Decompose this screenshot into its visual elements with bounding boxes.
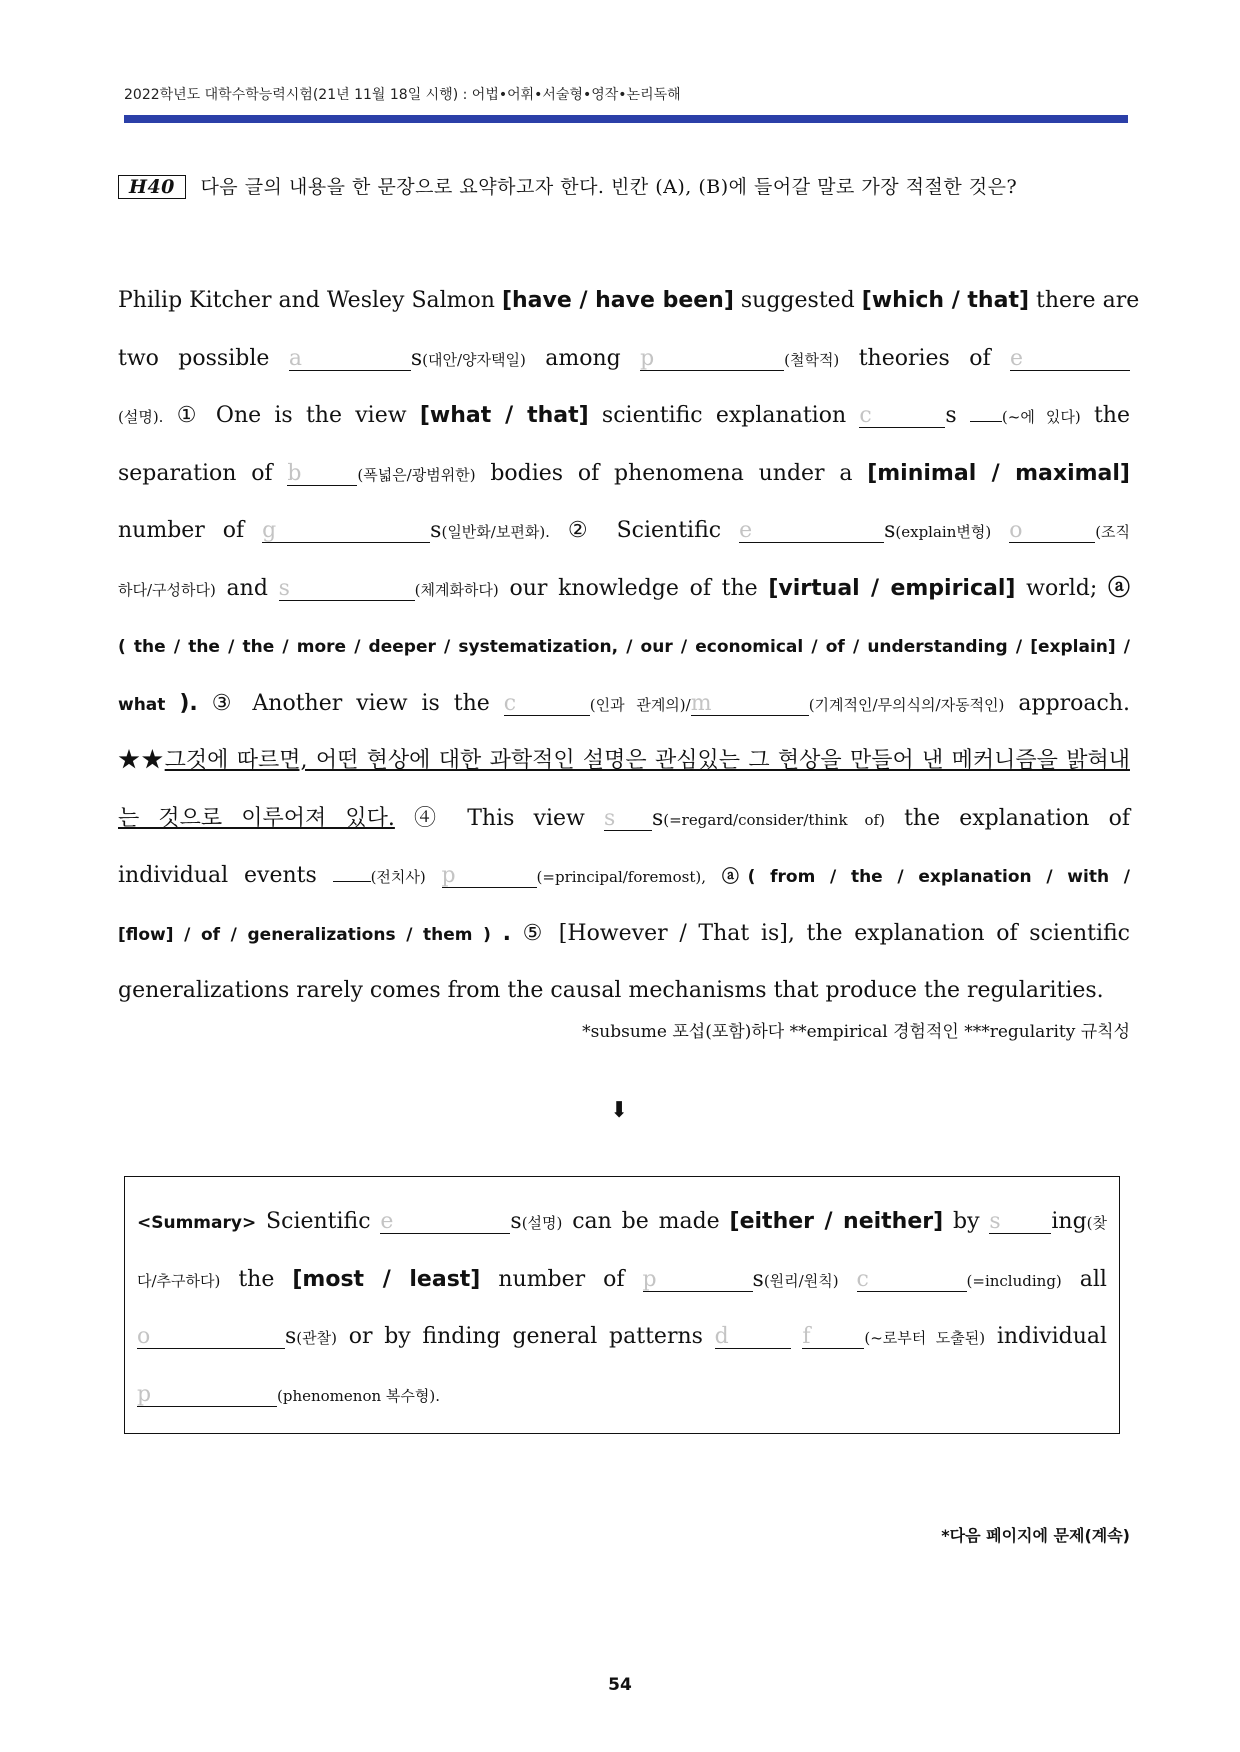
blank-o[interactable]: o (1009, 520, 1095, 543)
choice-either-neither: [either / neither] (729, 1209, 944, 1234)
passage-line-8: what ). ③ Another view is the c (인과 관계의)/m (기계적인/무의식의/자동적인) approach. (118, 690, 1131, 716)
blank-a[interactable]: a (289, 348, 411, 371)
summary-blank-c[interactable]: c (857, 1269, 967, 1292)
passage-line-11: individual events (전치사) p (=principal/foremost), ⓐ( from / the / explanation / with / (118, 863, 1130, 888)
passage-line-5: number of g s(일반화/보편화). ② Scientific e s(explain변형) o (조직 (118, 518, 1131, 543)
blank-s[interactable]: s (279, 578, 415, 601)
blank-g[interactable]: g (262, 520, 430, 543)
blank-p[interactable]: p (640, 348, 784, 371)
blank-preposition2[interactable] (333, 881, 371, 882)
page-number: 54 (608, 1675, 632, 1695)
word-scramble: ( the / the / the / more / deeper / systematization, / our / economical / of / understanding / [explain] / (118, 637, 1130, 657)
summary-line-3: o s(관찰) or by finding general patterns d f (~로부터 도출된) individual (137, 1324, 1108, 1349)
summary-blank-d[interactable]: d (715, 1326, 791, 1349)
passage-line-2: two possible a s(대안/양자택일) among p (철학적) theories of e (118, 330, 1130, 388)
blank-p2[interactable]: p (442, 865, 537, 888)
header-rule (124, 115, 1128, 123)
passage-line-4: separation of b (폭넓은/광범위한) bodies of phenomena under a [minimal / maximal] (118, 460, 1130, 486)
passage-line-7 (118, 617, 1130, 675)
passage-line-10: 는 것으로 이루어져 있다. ④ This view s s(=regard/consider/think of) the explanation of (118, 805, 1130, 831)
passage-line-3: (설명). ① One is the view [what / that] scientific explanation c s (~에 있다) the (118, 403, 1130, 428)
passage-line-1: Philip Kitcher and Wesley Salmon [have / have been] suggested [which / that] there are (118, 288, 1140, 313)
question-number: H40 (118, 175, 186, 199)
question-line (118, 172, 1017, 199)
summary-line-1: <Summary> Scientific e s(설명) can be made [either / neither] by s ing(찾 (137, 1209, 1108, 1234)
passage (118, 272, 1140, 1020)
passage-line-12: [flow] / of / generalizations / them ) . ⑤ [However / That is], the explanation of scientific (118, 920, 1130, 946)
choice-what-that: [what / that] (419, 403, 589, 428)
blank-e2[interactable]: e (739, 520, 884, 543)
blank-b[interactable]: b (287, 463, 357, 486)
choice-most-least: [most / least] (292, 1266, 481, 1292)
passage-line-9: ★★그것에 따르면, 어떤 현상에 대한 과학적인 설명은 관심있는 그 현상을 만들어 낸 메커니즘을 밝혀내 (118, 748, 1130, 773)
next-page-note: *다음 페이지에 문제(계속) (941, 1526, 1130, 1545)
blank-e[interactable]: e (1010, 348, 1130, 371)
down-arrow-icon: ⬇ (610, 1098, 629, 1123)
blank-c2[interactable]: c (504, 693, 590, 716)
summary-blank-p2[interactable]: p (137, 1384, 277, 1407)
question-prompt: 다음 글의 내용을 한 문장으로 요약하고자 한다. 빈칸 (A), (B)에 들어갈 말로 가장 적절한 것은? (200, 176, 1018, 198)
korean-translation: 그것에 따르면, 어떤 현상에 대한 과학적인 설명은 관심있는 그 현상을 만들어 낸 메커니즘을 밝혀내 (164, 748, 1130, 773)
choice-which-that: [which / that] (861, 288, 1030, 313)
page-header: 2022학년도 대학수학능력시험(21년 11월 18일 시행) : 어법•어휘•서술형•영작•논리독해 (124, 87, 681, 103)
blank-c[interactable]: c (859, 405, 945, 428)
summary-box (124, 1176, 1120, 1434)
blank-m[interactable]: m (691, 693, 809, 716)
summary-blank-f[interactable]: f (802, 1326, 864, 1349)
footnote: *subsume 포섭(포함)하다 **empirical 경험적인 ***regularity 규칙성 (582, 1022, 1130, 1042)
choice-minimal-maximal: [minimal / maximal] (867, 460, 1130, 486)
summary-line-4: p (phenomenon 복수형). (137, 1381, 440, 1407)
summary-line-2: 다/추구하다) the [most / least] number of p s(원리/원칙) c (=including) all (137, 1266, 1107, 1292)
summary-blank-e[interactable]: e (380, 1211, 510, 1234)
blank-preposition[interactable] (970, 421, 1002, 422)
choice-have: [have / have been] (501, 288, 734, 313)
passage-line-13: generalizations rarely comes from the causal mechanisms that produce the regularities. (118, 978, 1104, 1003)
passage-line-6: 하다/구성하다) and s (체계화하다) our knowledge of the [virtual / empirical] world; ⓐ (118, 575, 1130, 601)
choice-virtual-empirical: [virtual / empirical] (768, 575, 1016, 601)
blank-s2[interactable]: s (604, 808, 652, 831)
summary-label: <Summary> (137, 1213, 257, 1233)
summary-blank-p[interactable]: p (643, 1269, 753, 1292)
summary-blank-o[interactable]: o (137, 1326, 285, 1349)
summary-blank-s[interactable]: s (989, 1211, 1051, 1234)
